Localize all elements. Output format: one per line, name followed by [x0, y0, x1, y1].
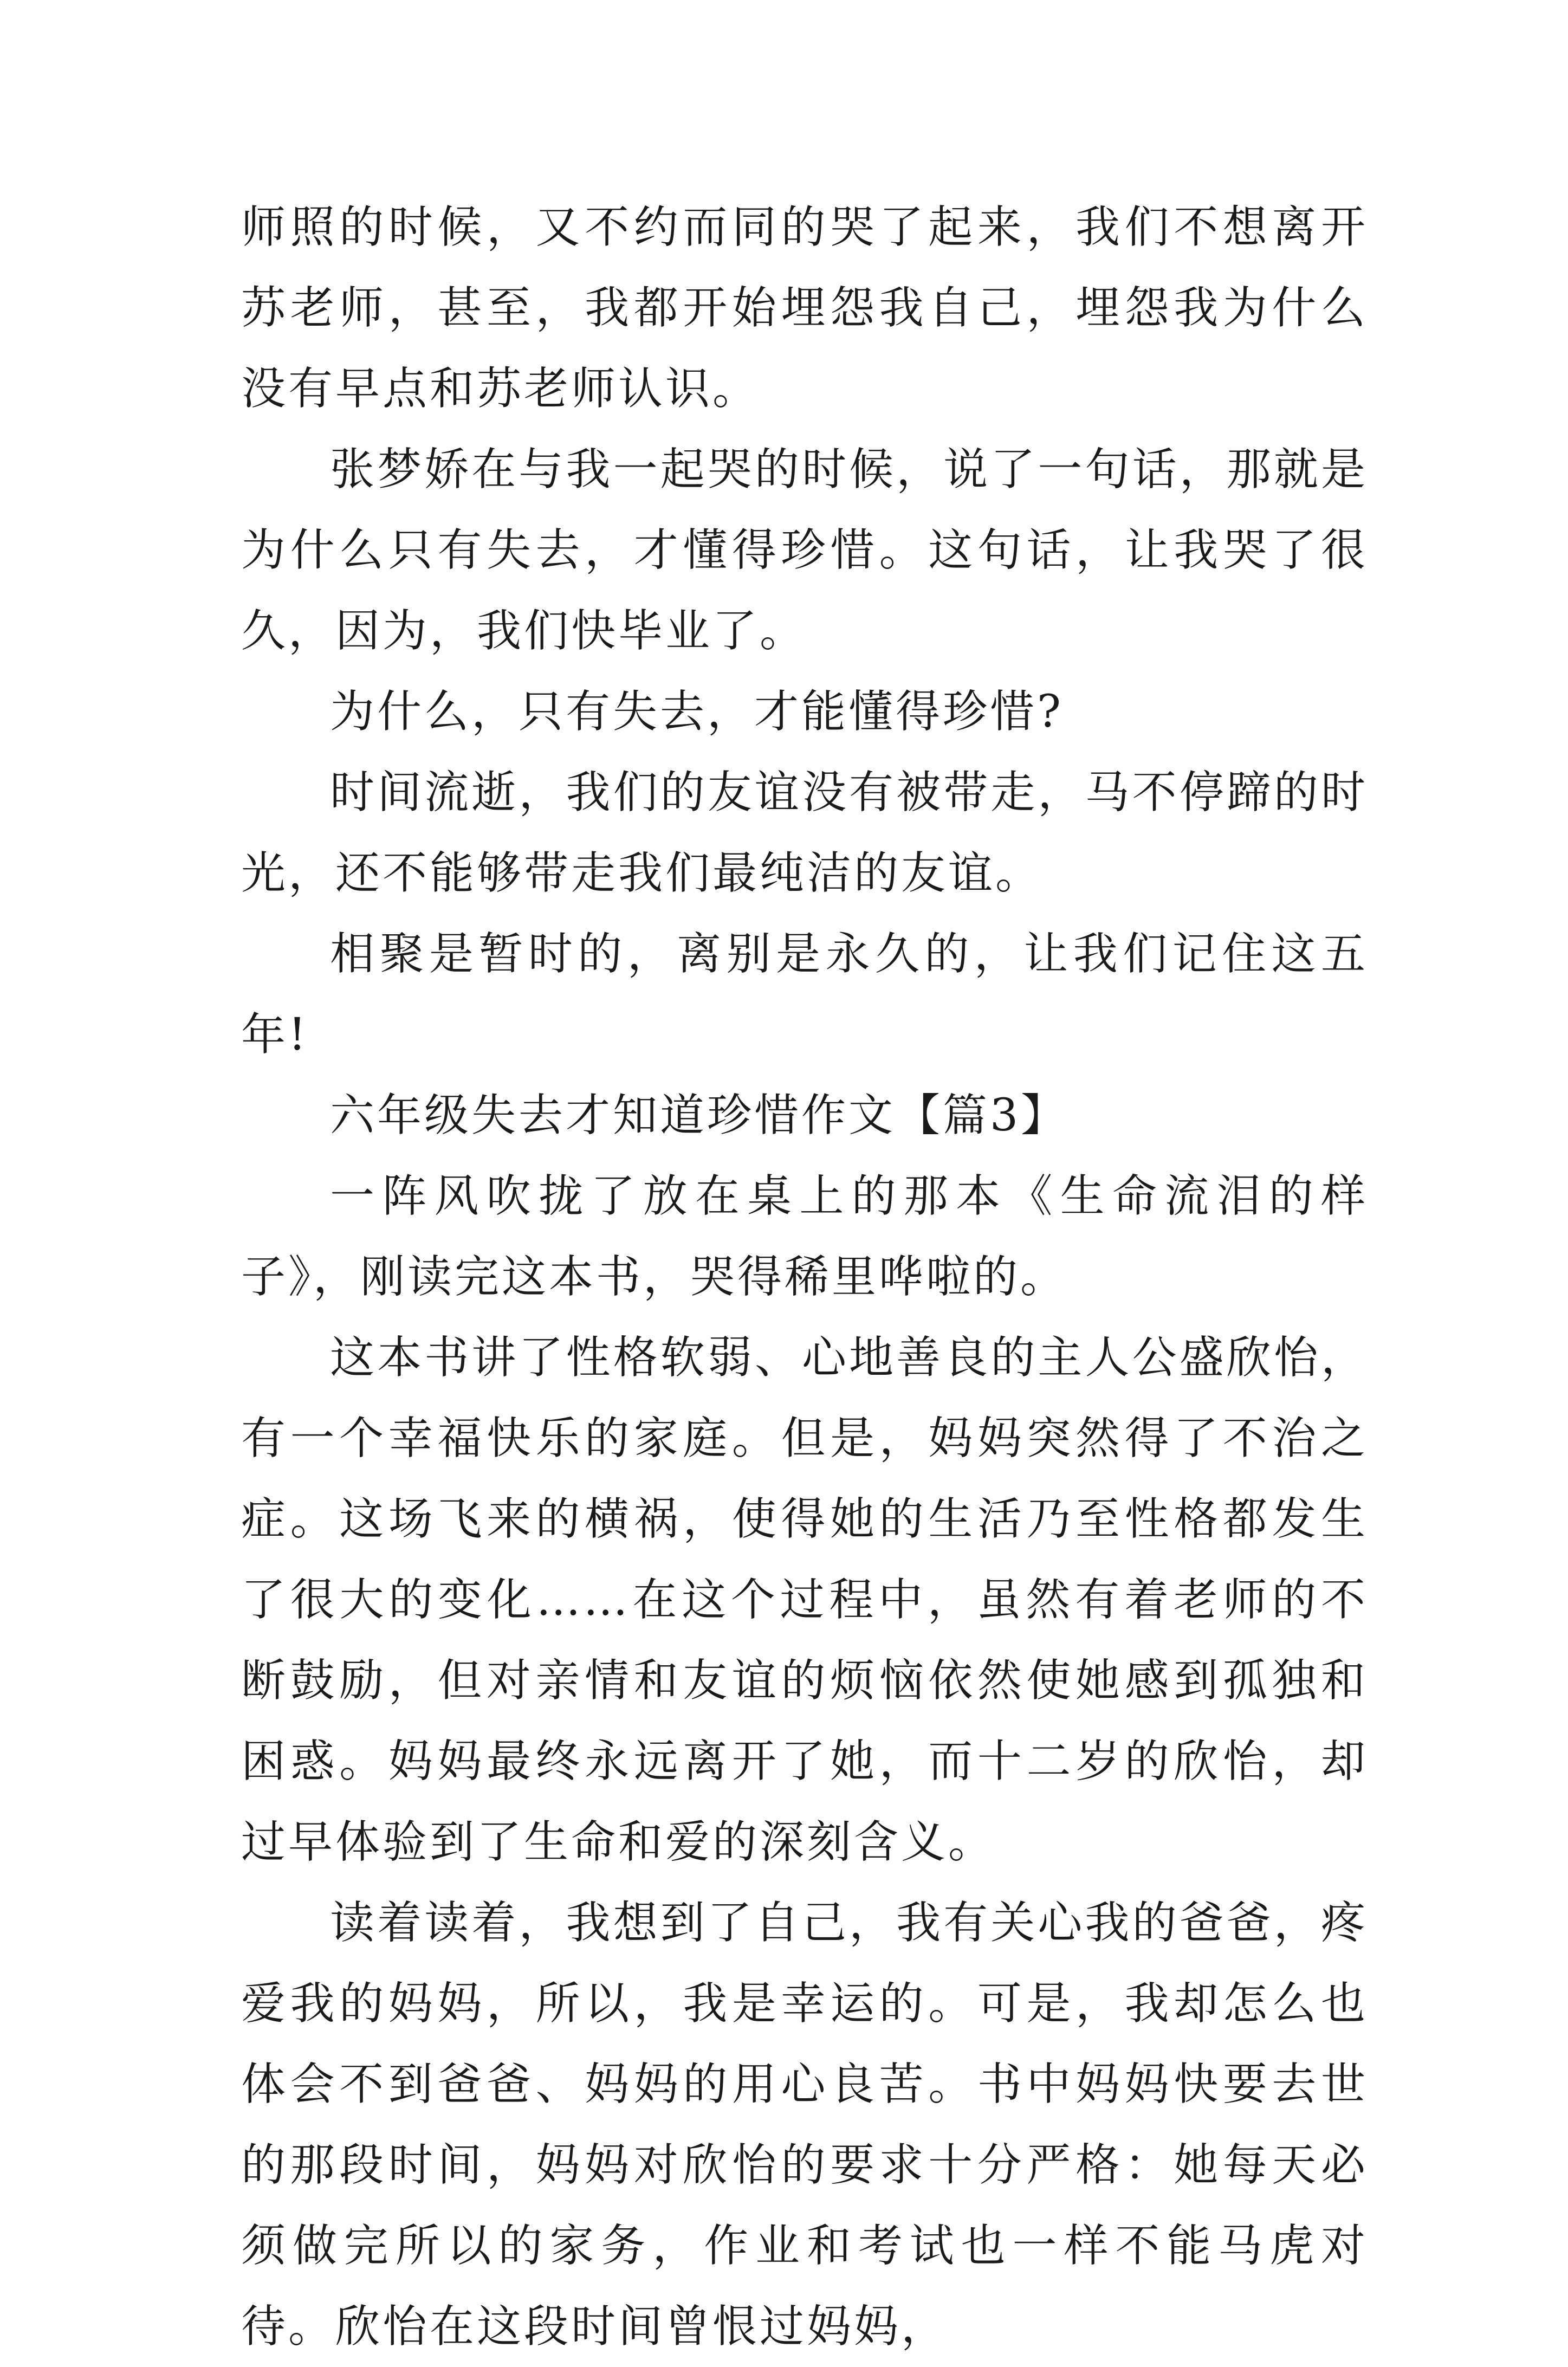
paragraph-8: 这本书讲了性格软弱、心地善良的主人公盛欣怡，有一个幸福快乐的家庭。但是，妈妈突然得了不治之症。这场飞来的横祸，使得她的生活乃至性格都发生了很大的变化……在这个过程中，虽然有着老师的不断鼓励，但对亲情和友谊的烦恼依然使她感到孤独和困惑。妈妈最终永远离开了她，而十二岁的欣怡，却过早体验到了生命和爱的深刻含义。 [241, 1332, 1368, 1868]
paragraph-5: 相聚是暂时的，离别是永久的，让我们记住这五年! [241, 928, 1368, 1060]
essay-body [241, 187, 1368, 2367]
paragraph-7: 一阵风吹拢了放在桌上的那本《生命流泪的样子》，刚读完这本书，哭得稀里哗啦的。 [241, 1170, 1368, 1303]
paragraph-4: 时间流逝，我们的友谊没有被带走，马不停蹄的时光，还不能够带走我们最纯洁的友谊。 [241, 767, 1368, 899]
paragraph-3: 为什么，只有失去，才能懂得珍惜? [330, 686, 1064, 738]
section-heading: 六年级失去才知道珍惜作文【篇3】 [330, 1090, 1068, 1141]
paragraph-9: 读着读着，我想到了自己，我有关心我的爸爸，疼爱我的妈妈，所以，我是幸运的。可是，我却怎么也体会不到爸爸、妈妈的用心良苦。书中妈妈快要去世的那段时间，妈妈对欣怡的要求十分严格：她每天必须做完所以的家务，作业和考试也一样不能马虎对待。欣怡在这段时间曾恨过妈妈， [241, 1897, 1368, 2352]
paragraph-1: 师照的时候，又不约而同的哭了起来，我们不想离开苏老师，甚至，我都开始埋怨我自己，埋怨我为什么没有早点和苏老师认识。 [241, 202, 1368, 415]
paragraph-2: 张梦娇在与我一起哭的时候，说了一句话，那就是为什么只有失去，才懂得珍惜。这句话，让我哭了很久，因为，我们快毕业了。 [241, 444, 1368, 657]
